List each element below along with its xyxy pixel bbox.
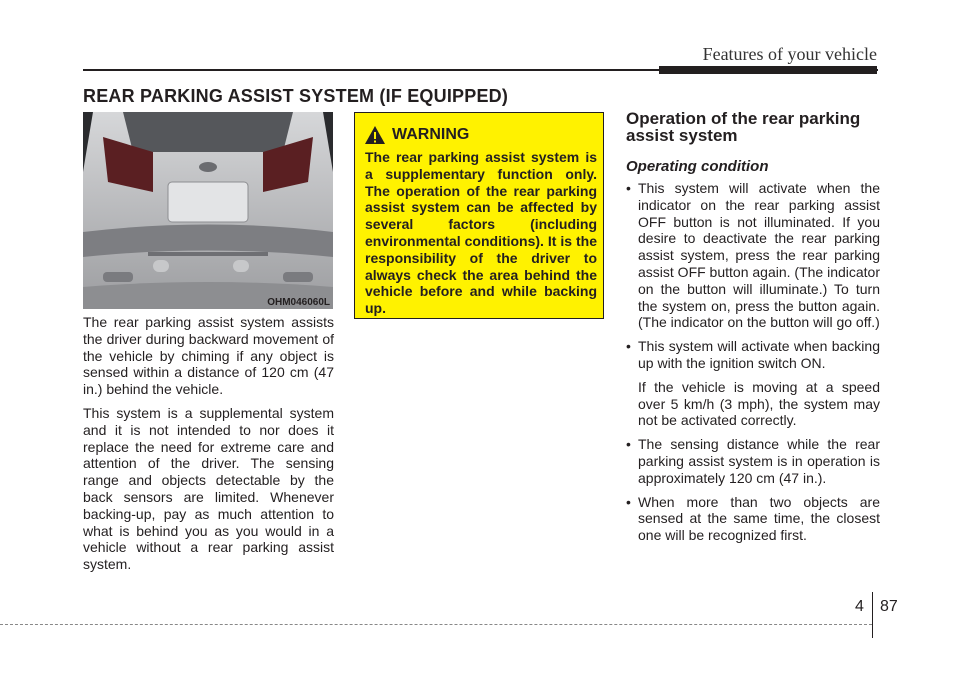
- figure-caption: OHM046060L: [267, 297, 330, 308]
- bullet-text: The sensing distance while the rear parking assist system is in operation is approximately 120 cm (47 in.).: [638, 436, 880, 486]
- operation-section: [626, 110, 880, 551]
- bullet-item: [626, 180, 880, 331]
- operating-condition-subheading: Operating condition: [626, 158, 769, 175]
- bullet-extra-text: If the vehicle is moving at a speed over 5 km/h (3 mph), the system may not be activated correctly.: [638, 378, 880, 429]
- warning-triangle-icon: [364, 125, 386, 145]
- bullet-item: [626, 494, 880, 544]
- operation-bullet-list: [626, 180, 880, 544]
- intro-text: [83, 314, 334, 580]
- bullet-text: This system will activate when the indicator on the rear parking assist OFF button is not illuminated. If you desire to deactivate the rear parking assist system, press the rear parking assist OFF button again. (The indicator on the button will illuminate.) To turn the system on, press the button again. (The indicator on the button will go off.): [638, 180, 880, 331]
- bullet-text: This system will activate when backing up with the ignition switch ON.: [638, 338, 880, 371]
- warning-box: [354, 112, 604, 319]
- bullet-text: When more than two objects are sensed at the same time, the closest one will be recognized first.: [638, 493, 880, 544]
- warning-body: The rear parking assist system is a supplementary function only. The operation of the rear parking assist system can be affected by several factors (including environmental conditions). It is the responsibility of the driver to always check the area behind the vehicle before and while backing up.: [365, 149, 597, 317]
- page-number: 87: [880, 598, 898, 615]
- bullet-item: [626, 436, 880, 486]
- warning-header: [364, 125, 469, 145]
- intro-paragraph-2: This system is a supplemental system and it is not intended to nor does it replace the need for extreme care and attention of the driver. The sensing range and objects detectable by the back sensors are limited. Whenever backing-up, pay as much attention to what is behind you as you would in a vehicle without a rear parking assist system.: [83, 404, 334, 573]
- header-bar: [659, 66, 877, 74]
- bullet-item: [626, 338, 880, 429]
- vehicle-rear-illustration: [83, 112, 333, 309]
- footer-dashed-rule: [0, 624, 872, 625]
- chapter-number: 4: [855, 598, 864, 615]
- section-title: REAR PARKING ASSIST SYSTEM (IF EQUIPPED): [83, 86, 509, 106]
- intro-paragraph-1: The rear parking assist system assists the driver during backward movement of the vehicle by chiming if any object is sensed within a distance of 120 cm (47 in.) behind the vehicle.: [83, 314, 334, 398]
- running-header: Features of your vehicle: [702, 44, 877, 64]
- footer-divider: [872, 592, 873, 638]
- vehicle-rear-photo: [83, 112, 333, 309]
- warning-title: WARNING: [392, 126, 470, 143]
- operation-heading: Operation of the rear parking assist system: [626, 109, 861, 145]
